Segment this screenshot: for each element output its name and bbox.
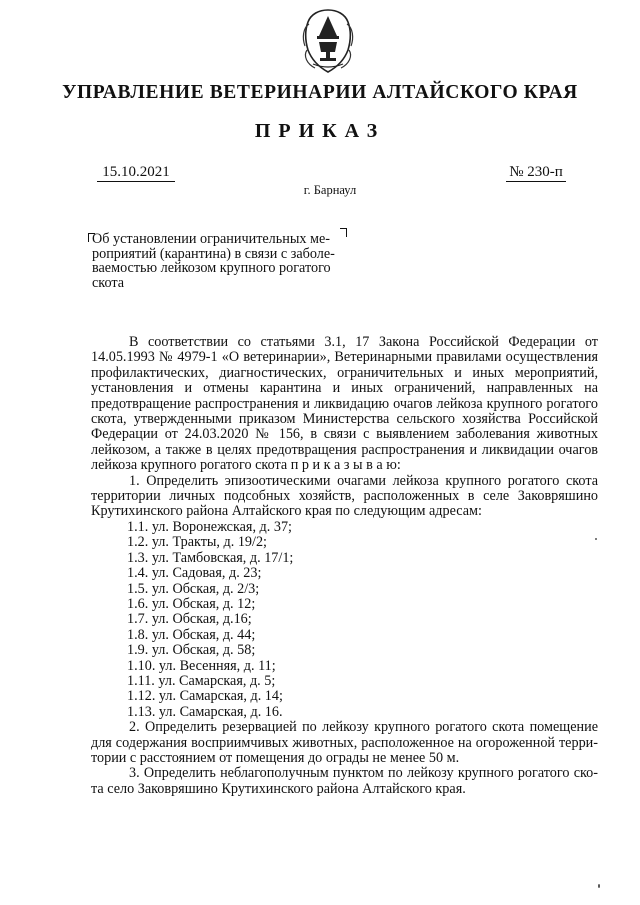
point-2-line: 2. Определить резервацией по лейкозу крупного рогатого скота помещение — [129, 719, 598, 736]
organization-title: УПРАВЛЕНИЕ ВЕТЕРИНАРИИ АЛТАЙСКОГО КРАЯ — [62, 82, 578, 103]
order-body — [91, 335, 598, 797]
order-subject — [92, 232, 350, 290]
preamble-line: профилактических, диагностических, ограничительных и иных мероприятий, — [91, 364, 598, 381]
subject-line: Об установлении ограничительных ме- — [92, 231, 331, 247]
point-1-line: территории личных подсобных хозяйств, расположенных в селе Заковряшино — [91, 488, 598, 505]
preamble-line: 14.05.1993 № 4979-1 «О ветеринарии», Ветеринарными правилами осуществления — [91, 349, 598, 366]
address-item: 1.13. ул. Самарская, д. 16. — [127, 703, 283, 720]
order-date: 15.10.2021 — [97, 163, 175, 182]
point-3-line: 3. Определить неблагополучным пунктом по лейкозу крупного рогатого ско- — [129, 765, 598, 782]
document-type: ПРИКАЗ — [254, 120, 386, 142]
address-item: 1.12. ул. Самарская, д. 14; — [127, 688, 283, 705]
address-item: 1.11. ул. Самарская, д. 5; — [127, 672, 276, 689]
preamble-line: В соответствии со статьями 3.1, 17 Закона Российской Федерации от — [129, 334, 598, 350]
scan-speck — [598, 884, 600, 888]
address-item: 1.3. ул. Тамбовская, д. 17/1; — [127, 549, 294, 566]
order-number: № 230-п — [506, 163, 566, 182]
point-3-line: та село Заковряшино Крутихинского района Алтайского края. — [91, 780, 466, 797]
address-item: 1.2. ул. Тракты, д. 19/2; — [127, 534, 267, 551]
preamble-line: лейкоза крупного рогатого скота п р и к а з ы в а ю: — [91, 457, 401, 474]
address-item: 1.6. ул. Обская, д. 12; — [127, 595, 256, 612]
address-item: 1.4. ул. Садовая, д. 23; — [127, 565, 262, 582]
point-1-line: Крутихинского района Алтайского края по следующим адресам: — [91, 503, 482, 520]
point-2-line: для содержания восприимчивых животных, расположенное на огороженной терри- — [91, 734, 598, 751]
address-item: 1.7. ул. Обская, д.16; — [127, 611, 252, 628]
city: г. Барнаул — [303, 183, 357, 197]
address-item: 1.5. ул. Обская, д. 2/3; — [127, 580, 260, 597]
preamble-line: скота, утвержденными приказом Министерства сельского хозяйства Российской — [91, 411, 598, 428]
preamble-line: Федерации от 24.03.2020 № 156, в связи с выявлением заболевания животных — [91, 426, 598, 443]
address-item: 1.10. ул. Весенняя, д. 11; — [127, 657, 276, 674]
scan-speck — [595, 538, 597, 540]
address-item: 1.1. ул. Воронежская, д. 37; — [127, 518, 292, 535]
preamble-line: установления и отмены карантина и иных ограничений, направленных на — [91, 380, 598, 397]
preamble-line: лейкозом, а также в целях предотвращения распространения и ликвидации очагов — [91, 441, 598, 458]
subject-line: роприятий (карантина) в связи с заболе- — [92, 245, 335, 262]
preamble-line: предотвращение распространения и ликвидацию очагов лейкоза крупного рогатого — [91, 395, 598, 412]
address-item: 1.8. ул. Обская, д. 44; — [127, 626, 256, 643]
altai-krai-coat-of-arms-icon — [299, 6, 357, 76]
point-1-line: 1. Определить эпизоотическими очагами лейкоза крупного рогатого скота — [129, 472, 598, 489]
address-item: 1.9. ул. Обская, д. 58; — [127, 642, 256, 659]
point-2-line: тории с расстоянием от помещения до ограды не менее 50 м. — [91, 749, 460, 766]
subject-line: скота — [92, 274, 125, 291]
subject-line: ваемостью лейкозом крупного рогатого — [92, 260, 331, 276]
